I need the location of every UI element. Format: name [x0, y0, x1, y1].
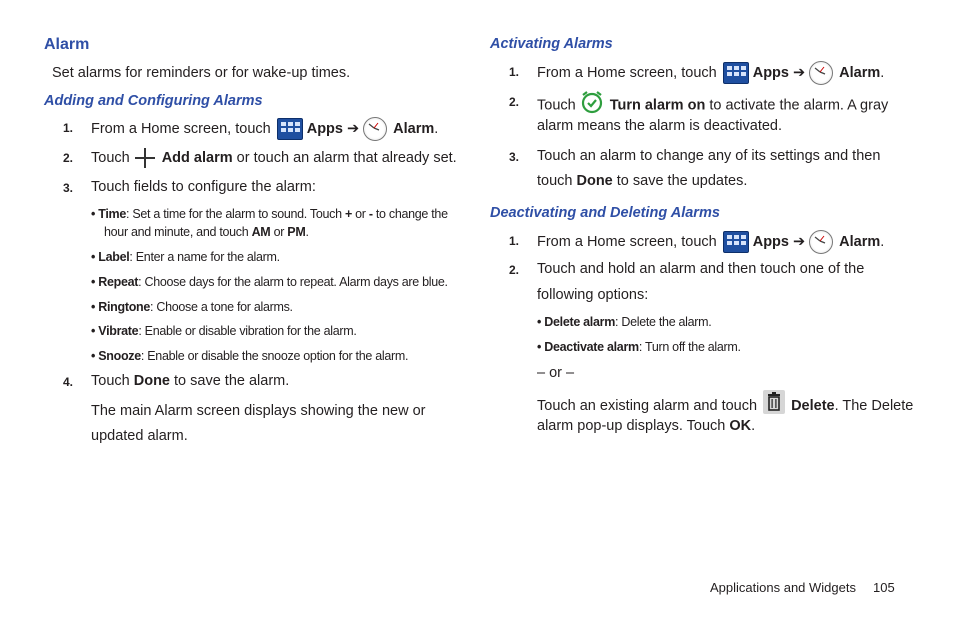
step-3: Touch fields to configure the alarm:	[91, 179, 316, 195]
step-number: 2.	[509, 263, 520, 277]
activating-heading: Activating Alarms	[490, 36, 613, 52]
activate-step-2: Touch Turn alarm on to activate the alarm. A gray	[537, 90, 888, 121]
step-number: 2.	[63, 151, 74, 165]
alarm-label: Alarm	[393, 120, 435, 137]
or-separator: – or –	[537, 365, 575, 381]
bullet-time-cont: hour and minute, and touch AM or PM.	[104, 225, 309, 239]
bullet-snooze: • Snooze: Enable or disable the snooze option for the alarm.	[91, 349, 409, 363]
bullet-ringtone: • Ringtone: Choose a tone for alarms.	[91, 300, 293, 314]
period: .	[434, 120, 439, 137]
step-number: 1.	[509, 65, 520, 79]
deactivate-step-1: From a Home screen, touch Apps ➔ Alarm.	[537, 230, 884, 254]
bullet-time: • Time: Set a time for the alarm to sound. Touch + or - to change the	[91, 207, 448, 221]
deactivating-heading: Deactivating and Deleting Alarms	[490, 205, 720, 221]
activate-step-1: From a Home screen, touch Apps ➔ Alarm.	[537, 61, 884, 85]
bullet-deactivate-alarm: • Deactivate alarm: Turn off the alarm.	[537, 340, 741, 354]
step-2	[91, 147, 457, 169]
step-number: 4.	[63, 375, 74, 389]
bullet-repeat: • Repeat: Choose days for the alarm to repeat. Alarm days are blue.	[91, 275, 448, 289]
section-title: Alarm	[44, 36, 90, 53]
step-4: Touch Done to save the alarm.	[91, 373, 290, 389]
intro-text: Set alarms for reminders or for wake-up times.	[52, 65, 351, 81]
step-4-note-line1: The main Alarm screen displays showing the new or	[91, 403, 426, 419]
step-number: 1.	[63, 121, 74, 135]
plus-icon	[134, 147, 156, 169]
clock-icon	[363, 117, 387, 141]
add-alarm-label: Add alarm	[161, 150, 233, 166]
page-number: 105	[873, 580, 895, 595]
adding-heading: Adding and Configuring Alarms	[44, 93, 263, 109]
trash-icon	[763, 390, 785, 422]
apps-label: Apps	[306, 120, 343, 137]
alarm-on-icon	[580, 90, 604, 121]
activate-step-2-cont: alarm means the alarm is deactivated.	[537, 118, 782, 134]
clock-icon	[809, 61, 833, 85]
arrow-icon: ➔	[793, 64, 806, 81]
activate-step-3: Touch an alarm to change any of its settings and then	[537, 148, 881, 164]
clock-icon	[809, 230, 833, 254]
apps-icon	[277, 118, 303, 140]
step-number: 3.	[509, 150, 520, 164]
step-number: 1.	[509, 234, 520, 248]
footer-section: Applications and Widgets	[710, 580, 856, 595]
step-text: or touch an alarm that already set.	[232, 150, 457, 166]
bullet-vibrate: • Vibrate: Enable or disable vibration for the alarm.	[91, 324, 357, 338]
arrow-icon: ➔	[793, 233, 806, 250]
step-number: 3.	[63, 181, 74, 195]
bullet-label: • Label: Enter a name for the alarm.	[91, 250, 280, 264]
apps-icon	[723, 62, 749, 84]
deactivate-step-3: Touch an existing alarm and touch Delete. The Delete	[537, 390, 913, 422]
activate-step-3-cont: touch Done to save the updates.	[537, 173, 748, 189]
step-1	[91, 117, 438, 141]
step-4-note-line2: updated alarm.	[91, 428, 188, 444]
deactivate-step-2: Touch and hold an alarm and then touch one of the	[537, 261, 865, 277]
step-number: 2.	[509, 95, 520, 109]
bullet-delete-alarm: • Delete alarm: Delete the alarm.	[537, 315, 712, 329]
deactivate-step-3-cont: alarm pop-up displays. Touch OK.	[537, 418, 756, 434]
apps-icon	[723, 231, 749, 253]
arrow-icon: ➔	[347, 120, 360, 137]
step-text: From a Home screen, touch	[91, 120, 271, 137]
step-text: Touch	[91, 150, 130, 166]
deactivate-step-2-cont: following options:	[537, 287, 649, 303]
